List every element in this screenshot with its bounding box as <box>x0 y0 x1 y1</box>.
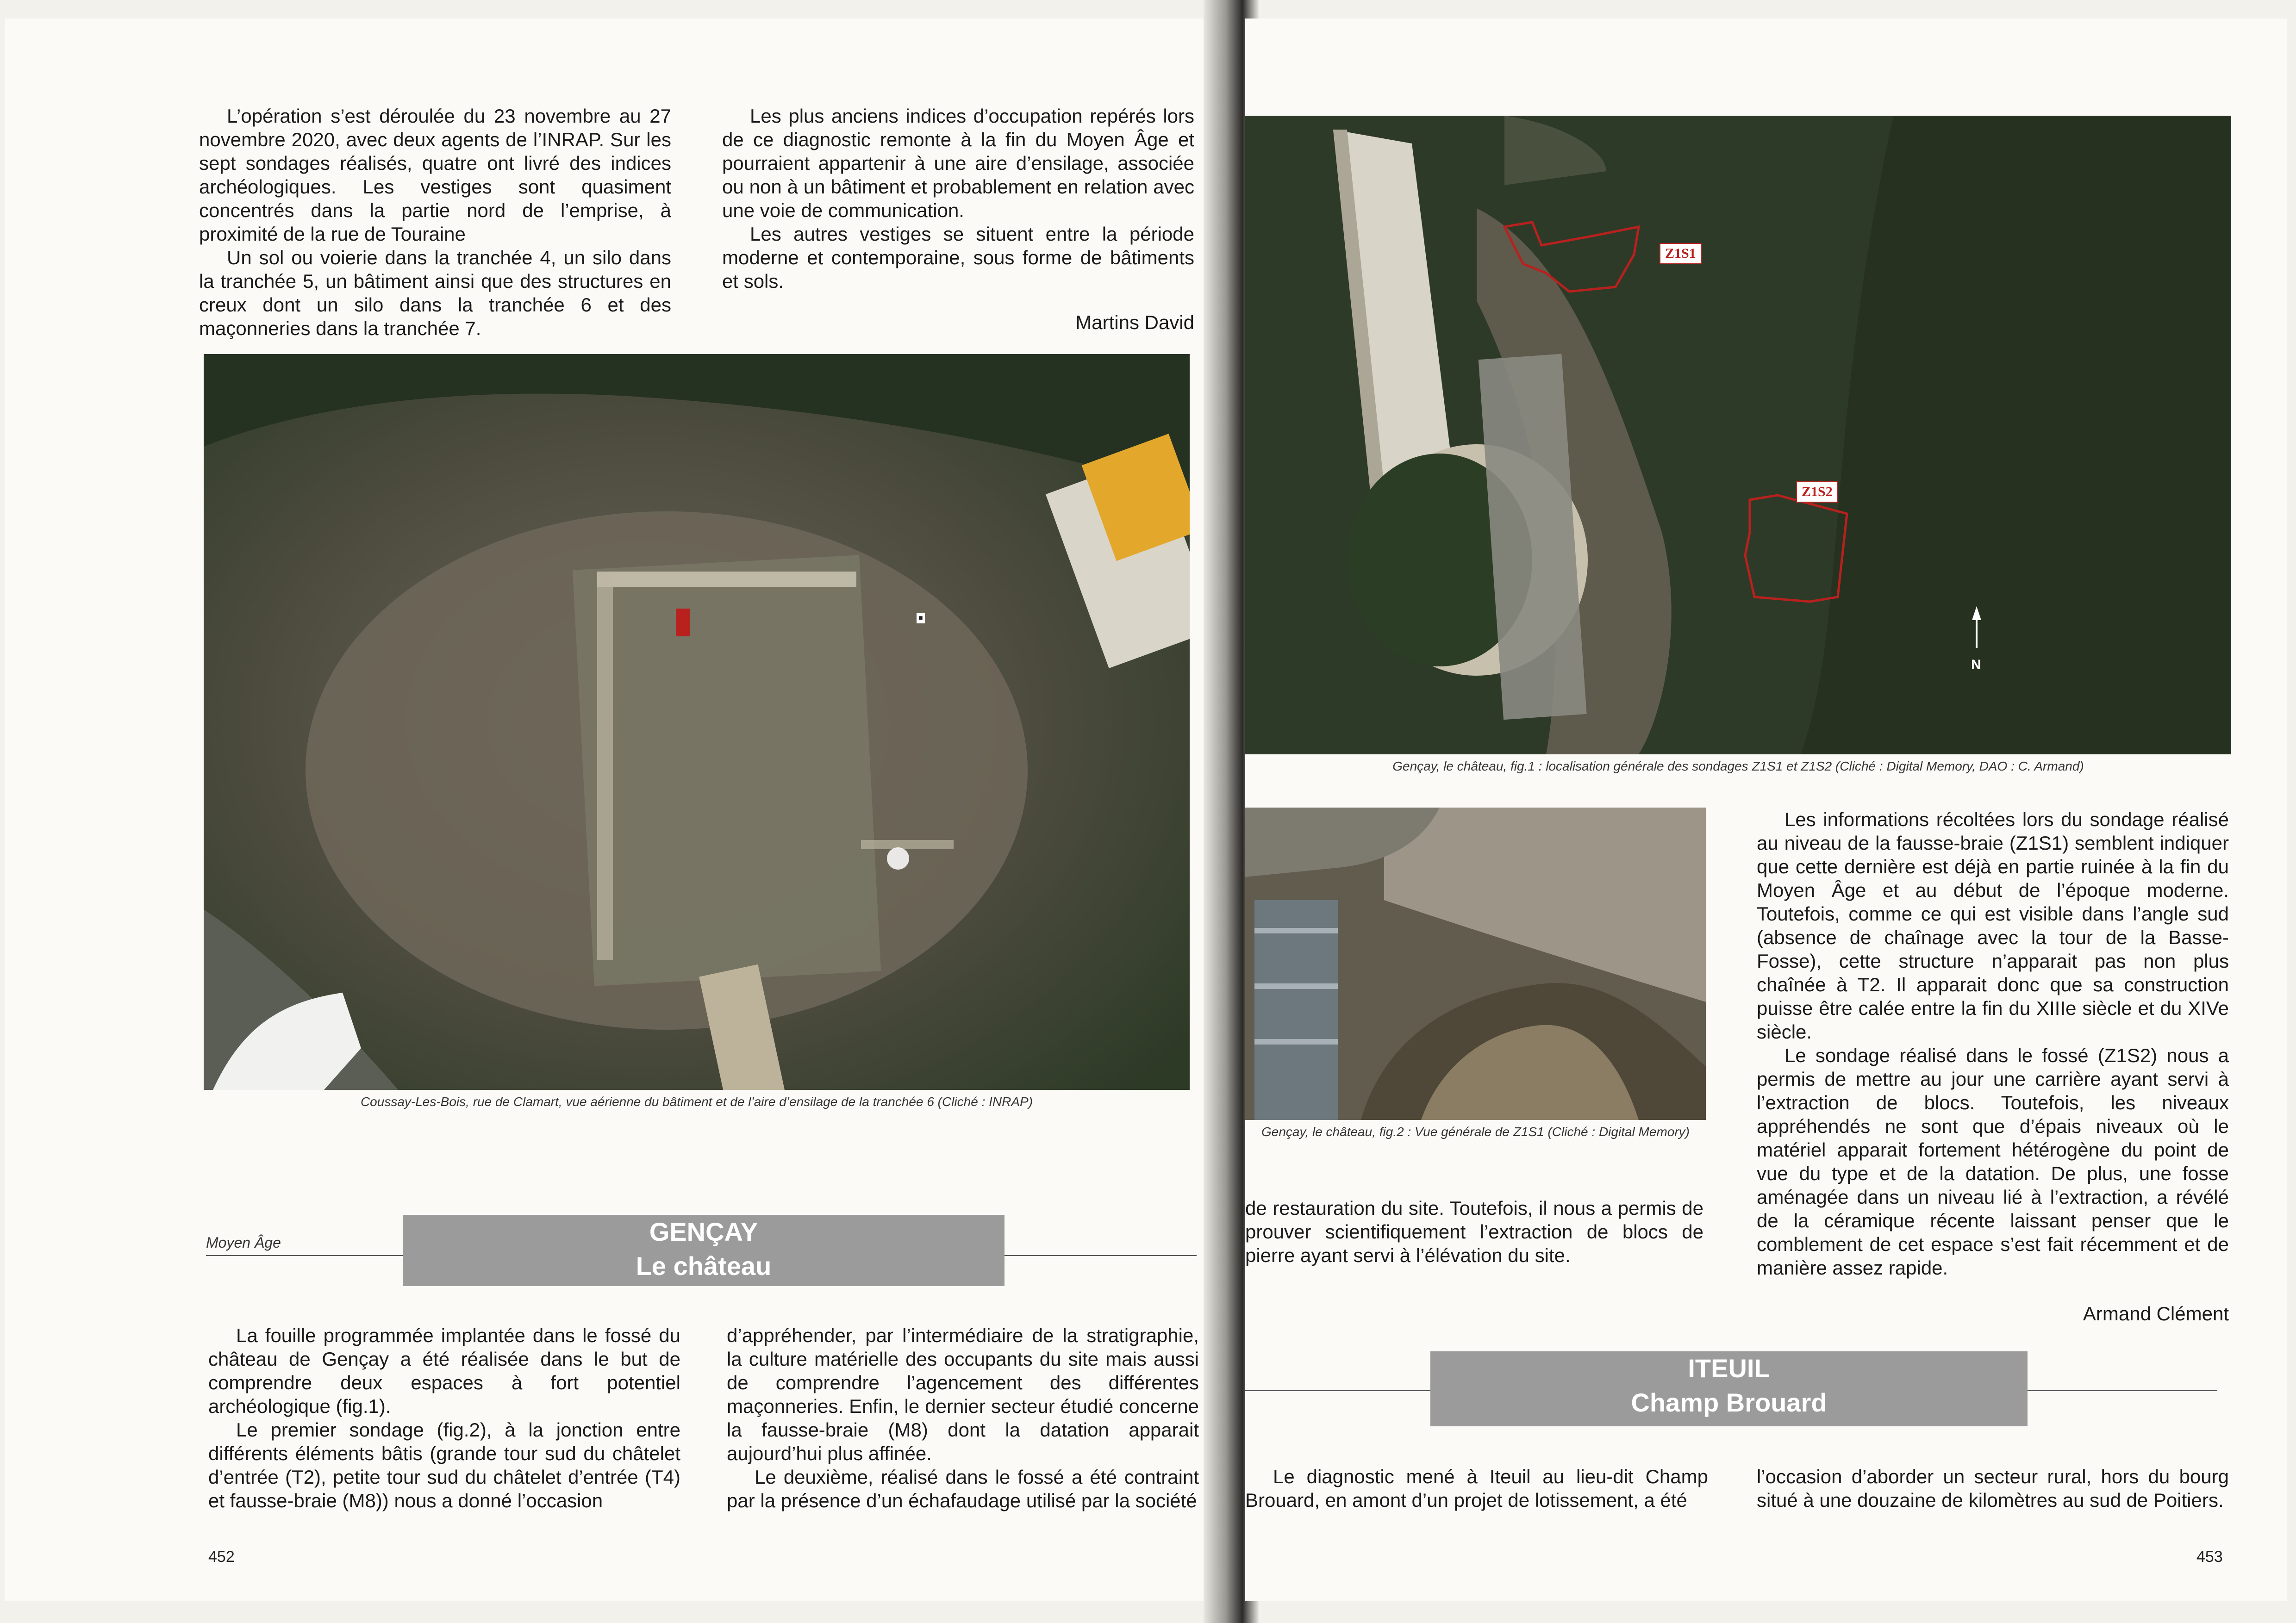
section-banner-gencay <box>403 1215 1004 1286</box>
gencay-continued-column-1 <box>1245 1196 1703 1267</box>
intro-column-2 <box>722 104 1194 334</box>
right-page <box>1245 19 2287 1601</box>
banner-subtitle: Champ Brouard <box>1631 1388 1827 1417</box>
paragraph: L’opération s’est déroulée du 23 novembre au 27 novembre 2020, avec deux agents de l’INRAP. Sur les sept sondages réalisés, quatre ont livré des indices archéologiques. Les vestiges sont quasiment concentrés dans la partie nord de l’emprise, à proximité de la rue de Touraine <box>199 105 671 245</box>
banner-title: GENÇAY <box>649 1217 758 1246</box>
fig1-caption: Gençay, le château, fig.1 : localisation générale des sondages Z1S1 et Z1S2 (Cliché : Digital Memory, DAO : C. Armand) <box>1392 759 2084 773</box>
gencay-continued-column-2 <box>1757 808 2229 1325</box>
paragraph: l’occasion d’aborder un secteur rural, hors du bourg situé à une douzaine de kilomètres au sud de Poitiers. <box>1757 1466 2229 1511</box>
author-credit: Martins David <box>1075 311 1194 333</box>
aerial-photo-gencay-fig1 <box>1245 116 2231 754</box>
banner-subtitle: Le château <box>636 1251 772 1281</box>
north-arrow-label: N <box>1971 657 1981 672</box>
photo-caption: Coussay-Les-Bois, rue de Clamart, vue aérienne du bâtiment et de l’aire d’ensilage de la tranchée 6 (Cliché : INRAP) <box>360 1094 1033 1109</box>
paragraph: Les informations récoltées lors du sondage réalisé au niveau de la fausse-braie (Z1S1) semblent indiquer que cette dernière est déjà en partie ruinée à la fin du Moyen Âge et au début de l’époque moderne. Toutefois, comme ce qui est visible dans l’angle sud (absence de chaînage avec la tour de la Basse-Fosse), cette structure n’apparait pas non plus chaînée à T2. Il apparait donc que sa construction puisse être calée entre la fin du XIIIe siècle et du XIVe siècle. <box>1757 808 2229 1043</box>
aerial-photo-image <box>204 354 1190 1090</box>
paragraph: Le sondage réalisé dans le fossé (Z1S2) nous a permis de mettre au jour une carrière ayant servi à l’extraction de blocs. Toutefois, les niveaux appréhendés ne sont que d’épais niveaux où le matériel apparait fortement hétérogène du point de vue du type et de la datation. De plus, une fosse aménagée dans un niveau lié à l’extraction, a révélé de la céramique récente laissant penser que le comblement de cet espace s’est fait récemment et de manière assez rapide. <box>1757 1045 2229 1279</box>
left-page <box>5 19 1227 1601</box>
paragraph: Les plus anciens indices d’occupation repérés lors de ce diagnostic remonte à la fin du Moyen Âge et pourraient appartenir à une aire d’ensilage, associée ou non à un bâtiment et probablement en relation avec une voie de communication. <box>722 105 1194 221</box>
intro-column-1 <box>199 104 671 340</box>
paragraph: Les autres vestiges se situent entre la période moderne et contemporaine, sous forme de bâtiments et sols. <box>722 223 1194 292</box>
page-number: 452 <box>208 1548 235 1566</box>
photo-gencay-fig2 <box>1245 808 1706 1120</box>
fig2-image <box>1245 808 1706 1120</box>
author-credit: Armand Clément <box>2083 1303 2229 1325</box>
zone-label-z1s1: Z1S1 <box>1660 243 1702 264</box>
paragraph: d’appréhender, par l’intermédiaire de la stratigraphie, la culture matérielle des occupants du site mais aussi de comprendre l’agencement des différentes maçonneries. Enfin, le dernier secteur étudié concerne la fausse-braie (M8) dont la datation apparait aujourd’hui plus affinée. <box>727 1325 1199 1464</box>
period-label: Moyen Âge <box>206 1234 281 1251</box>
section-banner-iteuil <box>1430 1351 2028 1426</box>
paragraph: Le diagnostic mené à Iteuil au lieu-dit Champ Brouard, en amont d’un projet de lotissement, a été <box>1245 1466 1708 1511</box>
zone-label-z1s2: Z1S2 <box>1796 481 1838 503</box>
gencay-column-2 <box>727 1324 1199 1512</box>
aerial-photo-coussay <box>204 354 1190 1090</box>
banner-title: ITEUIL <box>1688 1354 1770 1383</box>
paragraph: de restauration du site. Toutefois, il nous a permis de prouver scientifiquement l’extraction de blocs de pierre ayant servi à l’élévation du site. <box>1245 1197 1703 1266</box>
paragraph: Le deuxième, réalisé dans le fossé a été contraint par la présence d’un échafaudage utilisé par la société <box>727 1466 1199 1511</box>
iteuil-column-1 <box>1245 1465 1708 1512</box>
paragraph: Le premier sondage (fig.2), à la jonction entre différents éléments bâtis (grande tour sud du châtelet d’entrée (T2), petite tour sud du châtelet d’entrée (T4) et fausse-braie (M8)) nous a donné l’occasion <box>208 1419 680 1511</box>
fig1-image <box>1245 116 2231 754</box>
paragraph: Un sol ou voierie dans la tranchée 4, un silo dans la tranchée 5, un bâtiment ainsi que des structures en creux dont un silo dans la tranchée 6 et des maçonneries dans la tranchée 7. <box>199 247 671 339</box>
photo-tag: ■ <box>917 613 925 623</box>
iteuil-column-2 <box>1757 1465 2229 1512</box>
paragraph: La fouille programmée implantée dans le fossé du château de Gençay a été réalisée dans le but de comprendre deux espaces à fort potentiel archéologique (fig.1). <box>208 1325 680 1417</box>
page-number: 453 <box>2196 1548 2223 1566</box>
gencay-column-1 <box>208 1324 680 1512</box>
fig2-caption: Gençay, le château, fig.2 : Vue générale de Z1S1 (Cliché : Digital Memory) <box>1261 1125 1690 1139</box>
